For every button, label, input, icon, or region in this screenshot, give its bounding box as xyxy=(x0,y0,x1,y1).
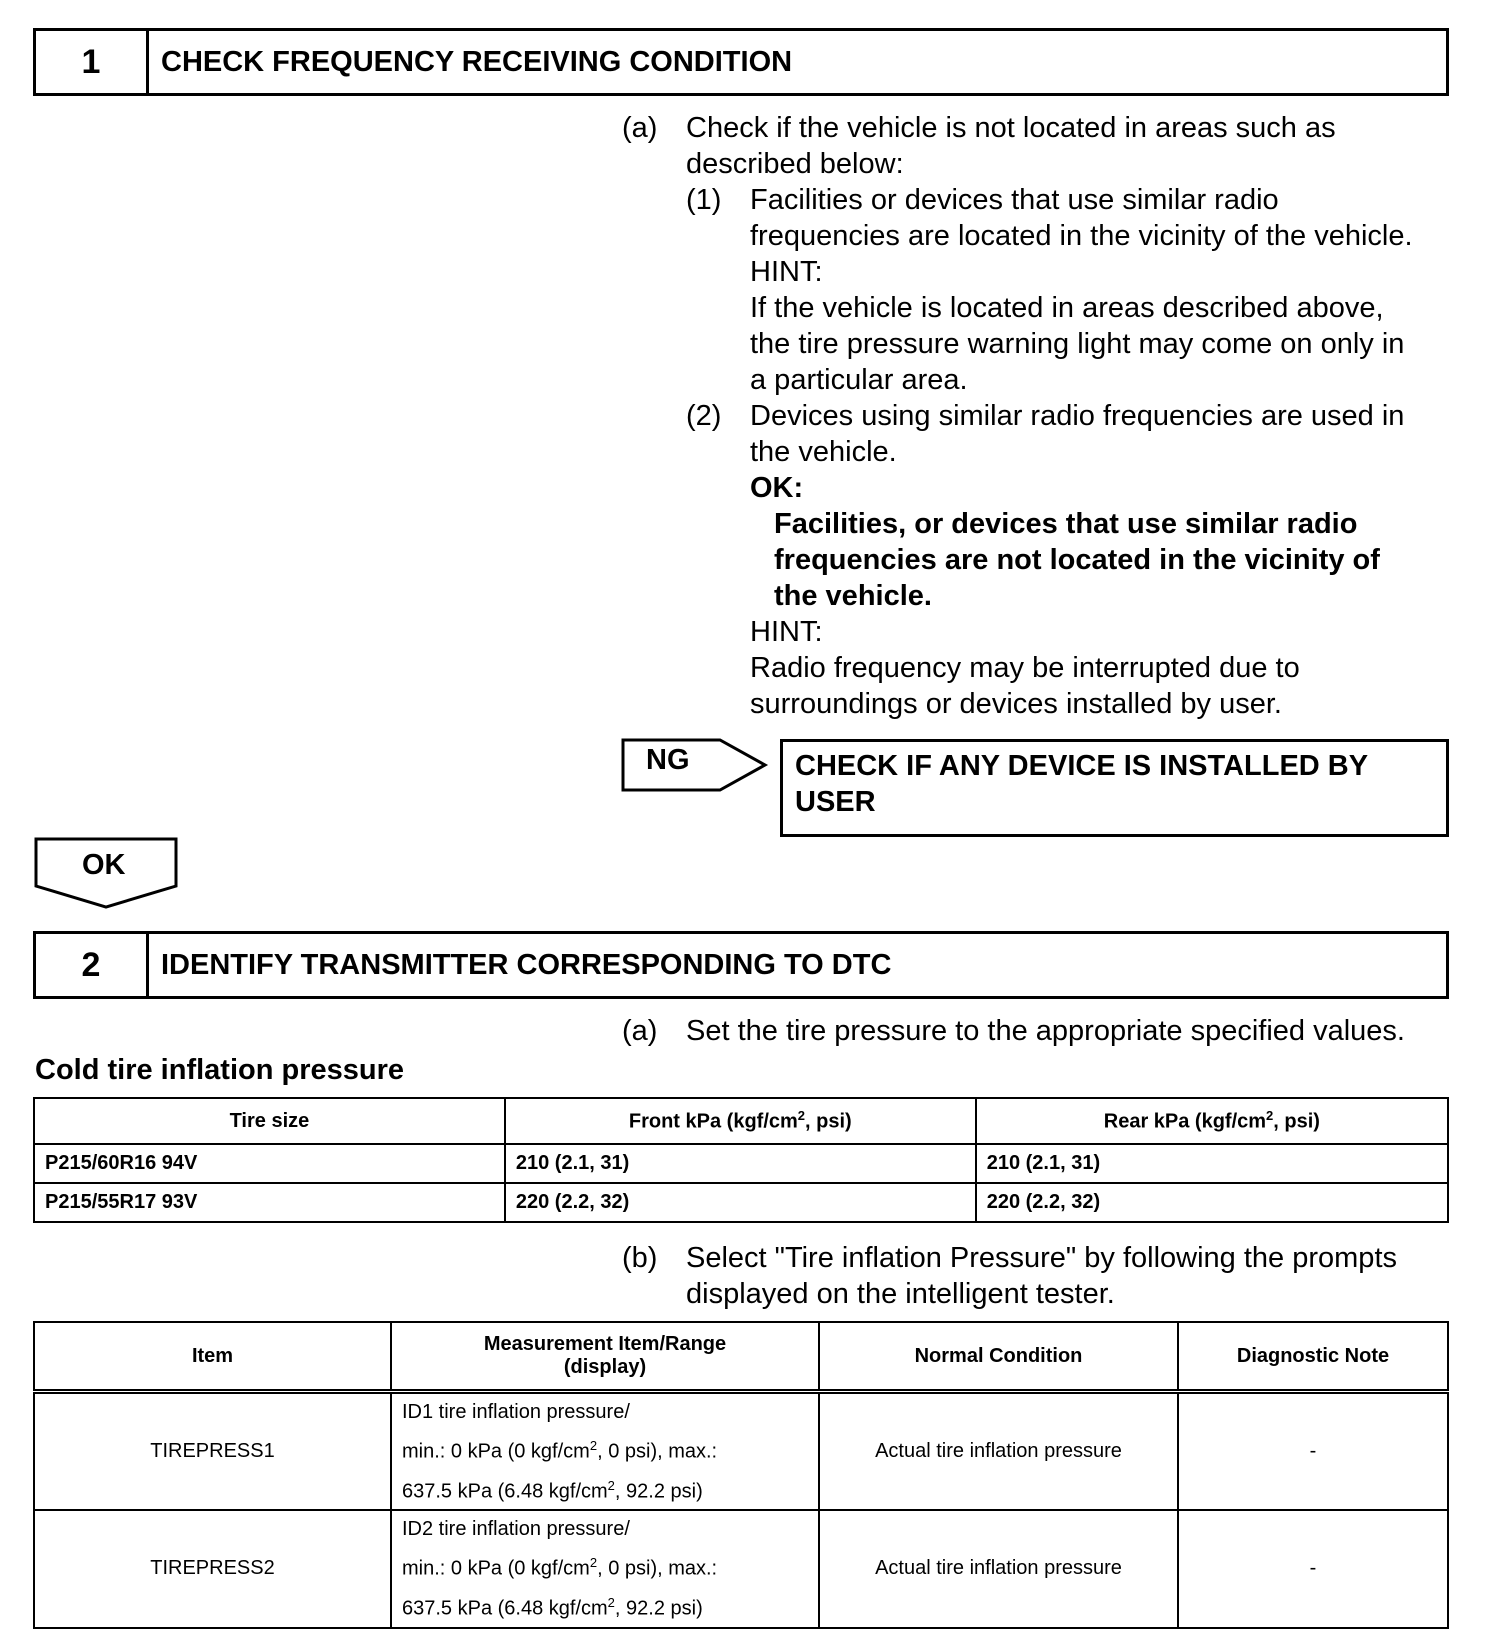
step-2-b-instruction xyxy=(622,1240,1452,1312)
normal-condition-cell: Actual tire inflation pressure xyxy=(819,1510,1178,1627)
ok-criteria-text: the vehicle. xyxy=(774,580,932,612)
step-2-a-text: Set the tire pressure to the appropriate specified values. xyxy=(686,1015,1405,1047)
hint-2-text: Radio frequency may be interrupted due to xyxy=(750,652,1300,684)
table-header-row xyxy=(34,1322,1448,1392)
hint-2-text: surroundings or devices installed by user. xyxy=(750,688,1282,720)
ng-arrow-icon xyxy=(620,737,770,793)
item-cell: TIREPRESS1 xyxy=(34,1392,391,1511)
step-1-a-label: (a) xyxy=(622,112,658,144)
step-2-number: 2 xyxy=(36,934,149,996)
item-2-label: (2) xyxy=(686,400,722,432)
item-1-label: (1) xyxy=(686,184,722,216)
step-2-header xyxy=(33,931,1449,999)
step-1-instructions xyxy=(622,110,1452,722)
tire-size-cell: P215/55R17 93V xyxy=(34,1183,505,1222)
ng-result-text: CHECK IF ANY DEVICE IS INSTALLED BY xyxy=(795,750,1369,782)
rear-pressure-cell: 220 (2.2, 32) xyxy=(976,1183,1448,1222)
hint-1-text: the tire pressure warning light may come on only in xyxy=(750,328,1405,360)
step-1-a-text: described below: xyxy=(686,148,904,180)
step-1-title: CHECK FREQUENCY RECEIVING CONDITION xyxy=(161,45,793,78)
data-list-table xyxy=(33,1321,1449,1629)
measurement-cell: ID1 tire inflation pressure/ min.: 0 kPa (0 kgf/$cm^2$, 0 psi), max.: 637.5 kPa (6.48 kgf/$cm^2$, 92.2 psi) xyxy=(391,1392,819,1511)
item-2-text: Devices using similar radio frequencies are used in xyxy=(750,400,1405,432)
ng-label: NG xyxy=(646,744,690,776)
front-pressure-cell: 220 (2.2, 32) xyxy=(505,1183,976,1222)
header-diagnostic-note: Diagnostic Note xyxy=(1178,1322,1448,1392)
diagnostic-note-cell: - xyxy=(1178,1392,1448,1511)
step-1-a-text: Check if the vehicle is not located in areas such as xyxy=(686,112,1336,144)
step-2-b-label: (b) xyxy=(622,1242,658,1274)
item-2-text: the vehicle. xyxy=(750,436,897,468)
header-item: Item xyxy=(34,1322,391,1392)
ng-result-box xyxy=(780,739,1449,837)
header-normal-condition: Normal Condition xyxy=(819,1322,1178,1392)
table-row xyxy=(34,1144,1448,1183)
rear-pressure-cell: 210 (2.1, 31) xyxy=(976,1144,1448,1183)
ok-criteria-text: Facilities, or devices that use similar radio xyxy=(774,508,1358,540)
header-measurement: Measurement Item/Range (display) xyxy=(391,1322,819,1392)
hint-label: HINT: xyxy=(750,616,823,648)
item-1-text: Facilities or devices that use similar radio xyxy=(750,184,1279,216)
table-row xyxy=(34,1183,1448,1222)
table-row xyxy=(34,1510,1448,1627)
header-tire-size: Tire size xyxy=(34,1098,505,1144)
normal-condition-cell: Actual tire inflation pressure xyxy=(819,1392,1178,1511)
front-pressure-cell: 210 (2.1, 31) xyxy=(505,1144,976,1183)
cold-pressure-title: Cold tire inflation pressure xyxy=(35,1054,404,1086)
hint-1-text: If the vehicle is located in areas described above, xyxy=(750,292,1384,324)
step-2-a-label: (a) xyxy=(622,1015,658,1047)
hint-1-text: a particular area. xyxy=(750,364,968,396)
step-2-b-text: displayed on the intelligent tester. xyxy=(686,1278,1115,1310)
diagnostic-note-cell: - xyxy=(1178,1510,1448,1627)
header-rear: Rear kPa ($kgf/cm^2$, psi) xyxy=(976,1098,1448,1144)
ng-result-text: USER xyxy=(795,786,876,818)
step-2-b-text: Select "Tire inflation Pressure" by following the prompts xyxy=(686,1242,1397,1274)
header-front: Front kPa ($kgf/cm^2$, psi) xyxy=(505,1098,976,1144)
ok-criteria-text: frequencies are not located in the vicinity of xyxy=(774,544,1380,576)
item-cell: TIREPRESS2 xyxy=(34,1510,391,1627)
step-2-title: IDENTIFY TRANSMITTER CORRESPONDING TO DTC xyxy=(161,948,892,981)
hint-label: HINT: xyxy=(750,256,823,288)
step-2-a-instruction xyxy=(622,1013,1452,1049)
tire-pressure-table xyxy=(33,1097,1449,1223)
ok-criteria-label: OK: xyxy=(750,472,804,504)
tire-size-cell: P215/60R16 94V xyxy=(34,1144,505,1183)
ok-label: OK xyxy=(82,849,126,881)
table-header-row xyxy=(34,1098,1448,1144)
item-1-text: frequencies are located in the vicinity of the vehicle. xyxy=(750,220,1413,252)
table-row xyxy=(34,1392,1448,1511)
step-1-number: 1 xyxy=(36,31,149,93)
measurement-cell: ID2 tire inflation pressure/ min.: 0 kPa (0 kgf/$cm^2$, 0 psi), max.: 637.5 kPa (6.48 kgf/$cm^2$, 92.2 psi) xyxy=(391,1510,819,1627)
step-1-header xyxy=(33,28,1449,96)
